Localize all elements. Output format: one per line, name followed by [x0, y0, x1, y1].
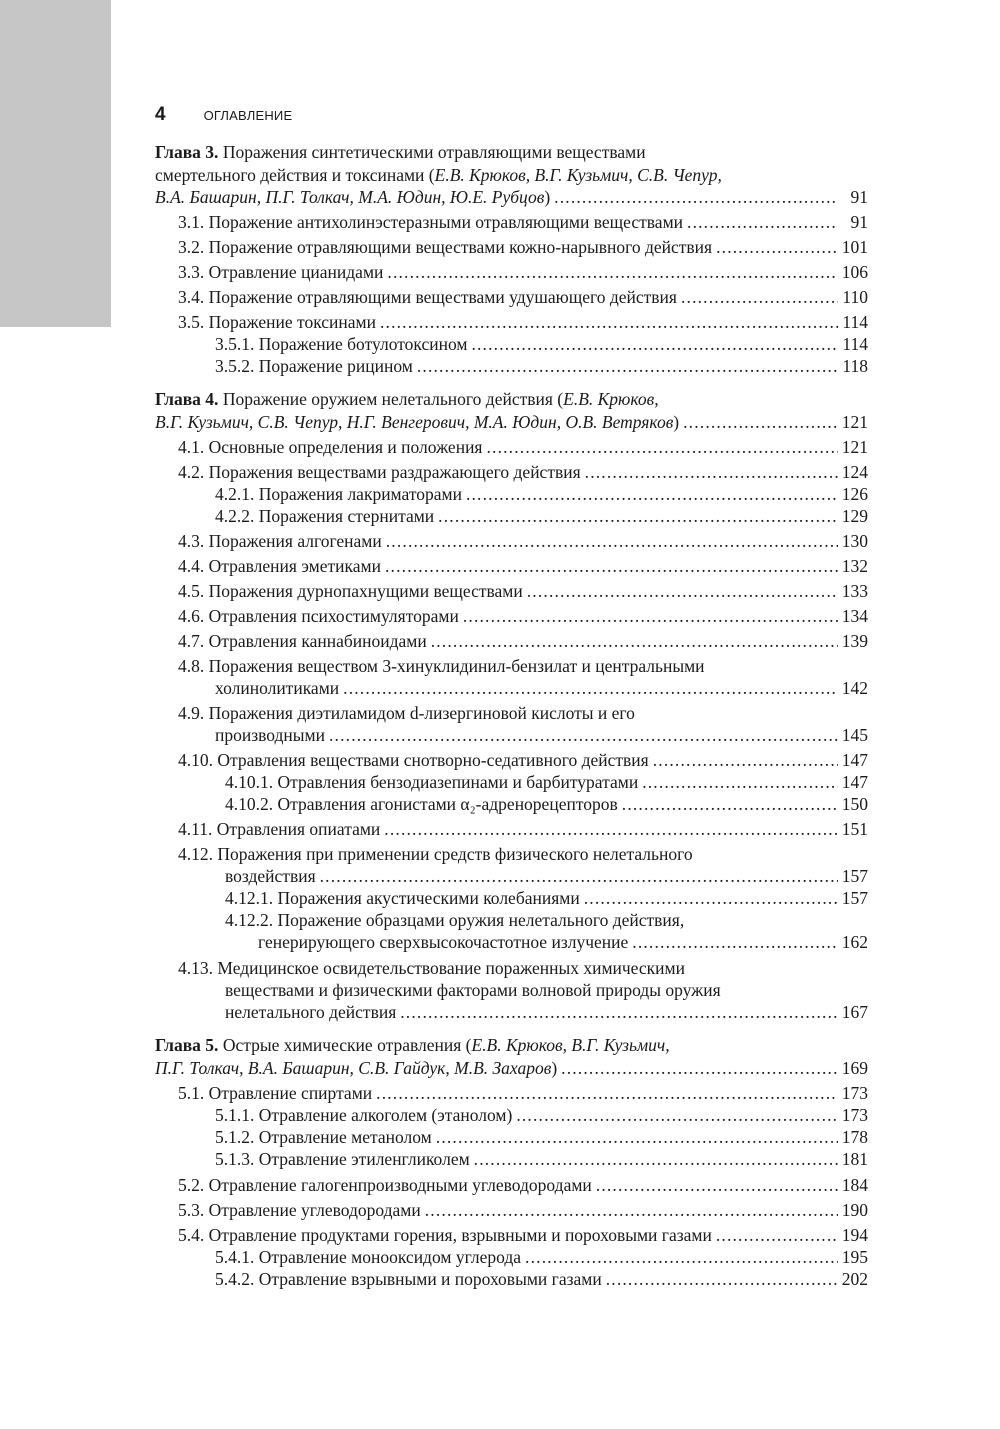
toc-entry[interactable] [215, 1244, 868, 1268]
toc-entry[interactable] [178, 284, 868, 308]
dot-leader [683, 411, 838, 433]
running-head: ОГЛАВЛЕНИЕ [203, 108, 293, 123]
dot-leader [516, 1104, 837, 1126]
chapter-title: Поражения синтетическими отравляющими веществами [222, 142, 646, 162]
page-ref: 184 [841, 1175, 868, 1195]
page-ref: 157 [841, 888, 868, 908]
dot-leader [585, 461, 838, 483]
toc-entry[interactable] [178, 459, 868, 483]
dot-leader [681, 286, 838, 308]
toc-entry[interactable] [178, 628, 868, 652]
chapter-4-heading-line-2[interactable]: В.Г. Кузьмич, С.В. Чепур, Н.Г. Венгерович, М.А. Юдин, О.В. Ветряков) . . . 121 [155, 409, 868, 433]
dot-leader [527, 580, 838, 602]
dot-leader [431, 630, 838, 652]
page-ref: 142 [841, 678, 868, 698]
entry-title: 4.2.1. Поражения лакриматорами [215, 484, 462, 504]
entry-title: 4.2. Поражения веществами раздражающего действия [178, 462, 581, 482]
page-ref: 162 [841, 932, 868, 952]
chapter-authors: В.А. Башарин, П.Г. Толкач, М.А. Юдин, Ю.Е. Рубцов [155, 187, 545, 207]
toc-entry[interactable] [215, 1266, 868, 1290]
toc-entry-continuation[interactable] [215, 722, 868, 746]
entry-title: 4.9. Поражения диэтиламидом d-лизергиновой кислоты и его [178, 703, 635, 723]
toc-entry-continuation[interactable] [225, 863, 868, 887]
chapter-authors: Е.В. Крюков, В.Г. Кузьмич, [471, 1035, 670, 1055]
dot-leader [716, 1224, 838, 1246]
entry-title: 5.1. Отравление спиртами [178, 1083, 373, 1103]
dot-leader [385, 555, 838, 577]
page-ref: 110 [842, 287, 868, 307]
toc-entry[interactable] [178, 1222, 868, 1246]
toc-entry[interactable] [178, 553, 868, 577]
page-ref: 145 [841, 725, 868, 745]
page-ref: 121 [841, 412, 868, 432]
entry-title: 3.4. Поражение отравляющими веществами удушающего действия [178, 287, 677, 307]
dot-leader [343, 677, 838, 699]
chapter-authors: Е.В. Крюков, В.Г. Кузьмич, С.В. Чепур, [434, 165, 722, 185]
entry-title: 5.1.1. Отравление алкоголем (этанолом) [215, 1105, 513, 1125]
chapter-5-heading-line-1 [155, 1032, 868, 1056]
page-ref: 114 [842, 334, 868, 354]
entry-title: 3.5.2. Поражение рицином [215, 356, 413, 376]
chapter-label: Глава 3. [155, 142, 219, 162]
entry-title: 4.2.2. Поражения стернитами [215, 506, 435, 526]
page-ref: 181 [841, 1149, 868, 1169]
entry-title: 4.10.1. Отравления бензодиазепинами и барбитуратами [225, 772, 639, 792]
entry-title: 4.8. Поражения веществом 3-хинуклидинил-бензилат и центральными [178, 656, 705, 676]
toc-entry[interactable] [215, 353, 868, 377]
toc-entry[interactable] [178, 1080, 868, 1104]
page-ref: 190 [841, 1200, 868, 1220]
dot-leader [606, 1268, 838, 1290]
page-ref: 147 [841, 750, 868, 770]
dot-leader [417, 355, 838, 377]
page-ref: 139 [841, 631, 868, 651]
dot-leader [329, 724, 838, 746]
chapter-5-heading-line-2[interactable]: П.Г. Толкач, В.А. Башарин, С.В. Гайдук, М.В. Захаров) . . . 169 [155, 1055, 868, 1079]
toc-entry[interactable] [178, 747, 868, 771]
page-ref: 134 [841, 606, 868, 626]
dot-leader [653, 749, 838, 771]
page-ref: 132 [841, 556, 868, 576]
toc-entry[interactable] [178, 653, 868, 677]
chapter-4-heading-line-1 [155, 386, 868, 410]
dot-leader [584, 887, 838, 909]
toc-entry[interactable] [178, 209, 868, 233]
page-ref: 124 [841, 462, 868, 482]
chapter-label: Глава 5. [155, 1035, 219, 1055]
entry-title: 4.12. Поражения при применении средств физического нелетального [178, 844, 693, 864]
toc-entry[interactable] [215, 481, 868, 505]
dot-leader [474, 1148, 838, 1170]
entry-title: 4.6. Отравления психостимуляторами [178, 606, 459, 626]
dot-leader [438, 505, 838, 527]
chapter-3-heading-line-2 [155, 162, 868, 186]
page-ref: 126 [841, 484, 868, 504]
page-ref: 91 [850, 212, 868, 232]
page-ref: 129 [841, 506, 868, 526]
page-ref: 202 [841, 1269, 868, 1289]
gray-page-tab [0, 0, 111, 327]
chapter-label: Глава 4. [155, 389, 219, 409]
dot-leader [561, 1057, 838, 1079]
page-ref: 106 [841, 262, 868, 282]
page-ref: 130 [841, 531, 868, 551]
toc-entry[interactable] [178, 309, 868, 333]
dot-leader [380, 311, 838, 333]
entry-title: 5.2. Отравление галогенпроизводными углеводородами [178, 1175, 592, 1195]
entry-title: 3.5.1. Поражение ботулотоксином [215, 334, 468, 354]
toc-entry[interactable] [215, 1102, 868, 1126]
chapter-3-heading-line-3[interactable]: В.А. Башарин, П.Г. Толкач, М.А. Юдин, Ю.Е. Рубцов) . . . 91 [155, 184, 868, 208]
page-ref: 169 [841, 1058, 868, 1078]
dot-leader [387, 261, 837, 283]
toc-entry[interactable] [215, 331, 868, 355]
toc-entry[interactable] [225, 791, 868, 815]
entry-title: 4.12.1. Поражения акустическими колебаниями [225, 888, 580, 908]
entry-title: 4.11. Отравления опиатами [178, 819, 381, 839]
toc-entry[interactable] [178, 841, 868, 865]
dot-leader [642, 771, 838, 793]
chapter-authors: Е.В. Крюков, [563, 389, 659, 409]
entry-title: 4.5. Поражения дурнопахнущими веществами [178, 581, 523, 601]
toc-entry[interactable] [225, 907, 868, 931]
page-ref: 151 [841, 819, 868, 839]
entry-title: 3.3. Отравление цианидами [178, 262, 384, 282]
toc-entry[interactable] [178, 700, 868, 724]
chapter-3-heading-line-1 [155, 139, 868, 163]
page-ref: 118 [842, 356, 868, 376]
dot-leader [463, 605, 838, 627]
toc-entry-continuation[interactable] [215, 675, 868, 699]
entry-title: 4.1. Основные определения и положения [178, 437, 483, 457]
page-ref: 167 [841, 1002, 868, 1022]
entry-title: 4.7. Отравления каннабиноидами [178, 631, 427, 651]
dot-leader [376, 1082, 838, 1104]
entry-title: 4.10. Отравления веществами снотворно-седативного действия [178, 750, 649, 770]
toc-entry[interactable] [215, 503, 868, 527]
entry-title: воздействия [225, 866, 316, 886]
entry-title: 5.1.2. Отравление метанолом [215, 1127, 432, 1147]
toc-entry[interactable] [178, 234, 868, 258]
page-ref: 150 [841, 794, 868, 814]
toc-entry[interactable] [178, 528, 868, 552]
page-ref: 121 [841, 437, 868, 457]
entry-title: 4.4. Отравления эметиками [178, 556, 381, 576]
toc-entry[interactable] [225, 885, 868, 909]
page-ref: 157 [841, 866, 868, 886]
chapter-title: Поражение оружием нелетального действия ( [222, 389, 564, 409]
dot-leader [687, 211, 838, 233]
entry-title: 4.12.2. Поражение образцами оружия нелетального действия, [225, 910, 685, 930]
entry-title: 4.3. Поражения алгогенами [178, 531, 382, 551]
dot-leader [525, 1246, 838, 1268]
page-ref: 195 [841, 1247, 868, 1267]
toc-entry[interactable] [178, 1172, 868, 1196]
toc-entry[interactable] [178, 816, 868, 840]
entry-title: 5.3. Отравление углеводородами [178, 1200, 421, 1220]
page-header [155, 104, 292, 128]
dot-leader [320, 865, 838, 887]
entry-title: 4.10.2. Отравления агонистами α₂-адренорецепторов [225, 794, 618, 814]
entry-title: 3.1. Поражение антихолинэстеразными отравляющими веществами [178, 212, 684, 232]
toc-entry[interactable] [178, 955, 868, 979]
toc-entry-continuation[interactable] [225, 977, 868, 1001]
dot-leader [632, 931, 837, 953]
entry-title: 3.5. Поражение токсинами [178, 312, 376, 332]
dot-leader [436, 1126, 838, 1148]
dot-leader [425, 1199, 838, 1221]
dot-leader [596, 1174, 838, 1196]
page-ref: 101 [841, 237, 868, 257]
entry-title: 3.2. Поражение отравляющими веществами кожно-нарывного действия [178, 237, 713, 257]
page-number: 4 [155, 104, 166, 125]
entry-title: нелетального действия [225, 1002, 397, 1022]
dot-leader [466, 483, 838, 505]
page-ref: 178 [841, 1127, 868, 1147]
toc-entry[interactable] [178, 1197, 868, 1221]
entry-title: производными [215, 725, 325, 745]
toc-entry-continuation[interactable] [258, 929, 868, 953]
dot-leader [622, 793, 838, 815]
chapter-authors: П.Г. Толкач, В.А. Башарин, С.В. Гайдук, М.В. Захаров [155, 1058, 552, 1078]
entry-title: 5.4.1. Отравление монооксидом углерода [215, 1247, 522, 1267]
toc-entry[interactable] [225, 769, 868, 793]
dot-leader [716, 236, 838, 258]
page-ref: 91 [850, 187, 868, 207]
toc-entry[interactable] [178, 578, 868, 602]
toc-entry[interactable] [215, 1146, 868, 1170]
entry-title: холинолитиками [215, 678, 340, 698]
chapter-authors: В.Г. Кузьмич, С.В. Чепур, Н.Г. Венгерович, М.А. Юдин, О.В. Ветряков [155, 412, 674, 432]
toc-entry[interactable] [215, 1124, 868, 1148]
dot-leader [471, 333, 838, 355]
dot-leader [486, 436, 837, 458]
page-ref: 173 [841, 1105, 868, 1125]
toc-entry[interactable] [178, 434, 868, 458]
entry-title: 5.1.3. Отравление этиленгликолем [215, 1149, 470, 1169]
toc-entry[interactable] [178, 259, 868, 283]
dot-leader [554, 186, 838, 208]
page-ref: 173 [841, 1083, 868, 1103]
toc-entry[interactable] [178, 603, 868, 627]
page-ref: 147 [841, 772, 868, 792]
page-ref: 194 [841, 1225, 868, 1245]
dot-leader [400, 1001, 838, 1023]
entry-title: 5.4. Отравление продуктами горения, взрывными и пороховыми газами [178, 1225, 712, 1245]
entry-title: генерирующего сверхвысокочастотное излучение [258, 932, 629, 952]
dot-leader [384, 818, 837, 840]
dot-leader [386, 530, 838, 552]
entry-title: 4.13. Медицинское освидетельствование пораженных химическими [178, 958, 685, 978]
entry-title: веществами и физическими факторами волновой природы оружия [225, 980, 721, 1000]
chapter-title: Острые химические отравления ( [222, 1035, 472, 1055]
chapter-title: смертельного действия и токсинами ( [155, 165, 435, 185]
page-ref: 133 [841, 581, 868, 601]
toc-entry-continuation[interactable] [225, 999, 868, 1023]
page-ref: 114 [842, 312, 868, 332]
entry-title: 5.4.2. Отравление взрывными и пороховыми газами [215, 1269, 602, 1289]
